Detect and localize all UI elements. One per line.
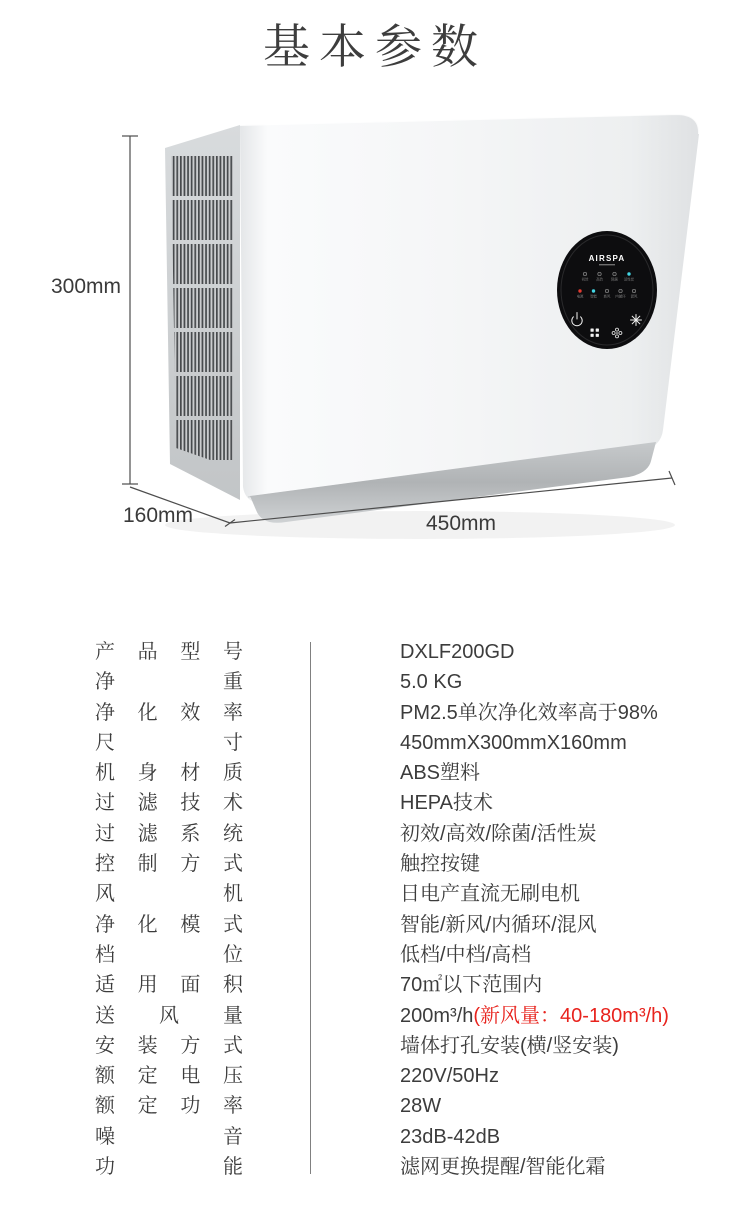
- spec-row: [95, 1122, 695, 1152]
- spec-label: 额定功率: [95, 1095, 243, 1118]
- indicator-dot: [627, 272, 630, 275]
- vent-grille-icon: [171, 156, 233, 460]
- spec-value: 5.0 KG: [400, 671, 463, 694]
- spec-value: 触控按键: [400, 853, 480, 876]
- spec-row: [95, 1061, 695, 1091]
- dim-height-label: 300mm: [50, 275, 121, 298]
- spec-value: 滤网更换提醒/智能化霜: [400, 1156, 606, 1179]
- spec-label: 噪音: [95, 1125, 243, 1148]
- indicator-label: 新风: [603, 294, 611, 299]
- spec-label: 过滤技术: [95, 792, 243, 815]
- spec-value: 450mmX300mmX160mm: [400, 731, 627, 754]
- indicator-label: 活性炭: [623, 277, 635, 282]
- indicator-label: 除菌: [611, 277, 618, 282]
- spec-value: 200m³/h(新风量：40-180m³/h): [400, 1004, 669, 1027]
- spec-row: [95, 698, 695, 728]
- spec-label: 功能: [95, 1156, 243, 1179]
- page-title: 基本参数: [263, 20, 487, 73]
- indicator-dot: [583, 272, 586, 275]
- spec-row: [95, 758, 695, 788]
- indicator-dot: [632, 289, 635, 292]
- spec-row: [95, 910, 695, 940]
- spec-row: [95, 849, 695, 879]
- indicator-dot: [592, 289, 595, 292]
- spec-label: 净化模式: [95, 913, 243, 936]
- spec-value: ABS塑料: [400, 762, 481, 785]
- spec-label: 净化效率: [95, 701, 243, 724]
- dimension-height: [51, 136, 138, 484]
- defrost-snowflake-icon: [631, 315, 642, 326]
- indicator-label: 内循环: [615, 294, 626, 299]
- spec-value: PM2.5单次净化效率高于98%: [400, 701, 658, 724]
- spec-row: [95, 1031, 695, 1061]
- spec-value: 70㎡以下范围内: [400, 974, 543, 997]
- indicator-label: 混风: [630, 294, 638, 299]
- device-shadow: [165, 511, 675, 539]
- spec-value: 初效/高效/除菌/活性炭: [400, 822, 597, 845]
- control-panel: [557, 231, 657, 349]
- spec-row: [95, 728, 695, 758]
- spec-label: 适用面积: [95, 974, 243, 997]
- indicator-label: 高效: [596, 277, 603, 282]
- spec-row: [95, 819, 695, 849]
- indicator-label: 初效: [581, 277, 589, 282]
- spec-label: 安装方式: [95, 1034, 243, 1057]
- brand-logo: AIRSPA: [588, 254, 626, 263]
- spec-row: [95, 1001, 695, 1031]
- spec-value: 28W: [400, 1095, 442, 1118]
- spec-value: 220V/50Hz: [400, 1065, 499, 1088]
- spec-row: [95, 970, 695, 1000]
- spec-row: [95, 940, 695, 970]
- spec-label: 过滤系统: [95, 822, 243, 845]
- spec-label: 净重: [95, 671, 243, 694]
- spec-label: 尺寸: [95, 731, 243, 754]
- indicator-dot: [598, 272, 601, 275]
- spec-value: 墙体打孔安装(横/竖安装): [400, 1034, 619, 1057]
- spec-label: 产品型号: [95, 641, 243, 663]
- spec-label: 档位: [95, 943, 243, 966]
- spec-row: [95, 667, 695, 697]
- dim-width-label: 450mm: [425, 512, 497, 535]
- indicator-label: 智能: [590, 294, 597, 299]
- spec-value: DXLF200GD: [400, 641, 515, 663]
- spec-value: 日电产直流无刷电机: [400, 883, 580, 906]
- spec-label: 送风量: [95, 1004, 243, 1027]
- indicator-dot: [619, 289, 622, 292]
- indicator-dot: [578, 289, 581, 292]
- spec-row: [95, 879, 695, 909]
- spec-row: [95, 788, 695, 818]
- spec-label: 风机: [95, 883, 243, 906]
- indicator-label: 电源: [576, 294, 584, 299]
- indicator-dot: [605, 289, 608, 292]
- spec-table: [95, 637, 695, 1182]
- indicator-dot: [613, 272, 616, 275]
- spec-row: [95, 1152, 695, 1182]
- brand-subtext: [599, 264, 615, 265]
- spec-value: 23dB-42dB: [400, 1125, 501, 1148]
- device-side-face: [165, 125, 240, 500]
- spec-label: 额定电压: [95, 1065, 243, 1088]
- spec-value: 低档/中档/高档: [400, 943, 532, 966]
- spec-label: 控制方式: [95, 853, 243, 876]
- spec-value: 智能/新风/内循环/混风: [400, 913, 597, 936]
- spec-value: HEPA技术: [400, 792, 493, 815]
- dim-depth-label: 160mm: [122, 504, 194, 527]
- spec-row: [95, 1091, 695, 1121]
- spec-label: 机身材质: [95, 762, 243, 785]
- spec-row: [95, 637, 695, 667]
